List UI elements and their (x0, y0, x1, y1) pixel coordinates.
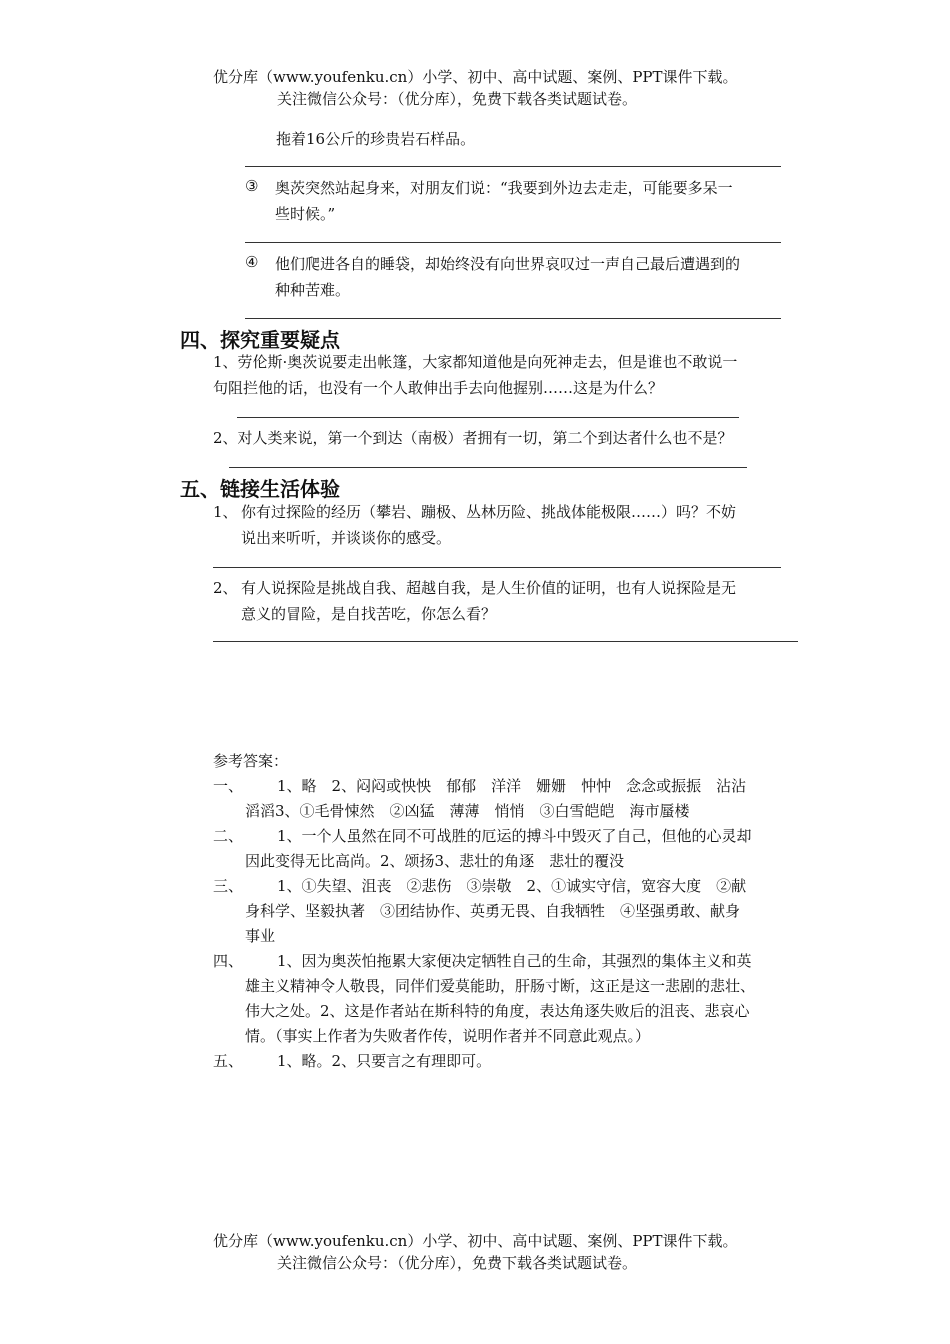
page-header-line1: 优分库（www.youfenku.cn）小学、初中、高中试题、案例、PPT课件下载。 (213, 68, 738, 86)
section-4-q2: 2、对人类来说，第一个到达（南极）者拥有一切，第二个到达者什么也不是？ (213, 429, 733, 447)
section-5-q1-line1: 你有过探险的经历（攀岩、蹦极、丛林历险、挑战体能极限……）吗？不妨 (241, 503, 737, 521)
answer-line[interactable] (213, 641, 798, 642)
answer-4-line3: 伟大之处。2、这是作者站在斯科特的角度，表达角逐失败后的沮丧、悲哀心 (245, 1002, 750, 1020)
section-5-q2-line1: 有人说探险是挑战自我、超越自我，是人生价值的证明，也有人说探险是无 (241, 579, 737, 597)
answer-1-line2: 滔滔3、①毛骨悚然 ②凶猛 薄薄 悄悄 ③白雪皑皑 海市蜃楼 (245, 802, 690, 820)
item-4-text-line2: 种种苦难。 (275, 281, 351, 299)
answer-3-line3: 事业 (245, 927, 276, 945)
item-3-number: ③ (245, 177, 259, 195)
section-5-q2-line2: 意义的冒险，是自找苦吃，你怎么看？ (241, 605, 497, 623)
answer-3-line1: 1、①失望、沮丧 ②悲伤 ③崇敬 2、①诚实守信，宽容大度 ②献 (277, 877, 747, 895)
answer-5-line1: 1、略。2、只要言之有理即可。 (277, 1052, 492, 1070)
answer-line[interactable] (229, 467, 747, 468)
answer-5-number: 五、 (213, 1052, 244, 1070)
item-4-text-line1: 他们爬进各自的睡袋，却始终没有向世界哀叹过一声自己最后遭遇到的 (275, 255, 741, 273)
page-footer-line1: 优分库（www.youfenku.cn）小学、初中、高中试题、案例、PPT课件下载。 (213, 1232, 738, 1250)
answer-1-number: 一、 (213, 777, 244, 795)
answer-2-line2: 因此变得无比高尚。2、颂扬3、悲壮的角逐 悲壮的覆没 (245, 852, 625, 870)
answer-3-number: 三、 (213, 877, 244, 895)
section-4-title: 四、探究重要疑点 (180, 328, 340, 352)
page-header-line2: 关注微信公众号：（优分库），免费下载各类试题试卷。 (277, 90, 638, 108)
answer-4-number: 四、 (213, 952, 244, 970)
answer-4-line4: 情。（事实上作者为失败者作传，说明作者并不同意此观点。） (245, 1027, 651, 1045)
item-3-text-line1: 奥茨突然站起身来，对朋友们说：“我要到外边去走走，可能要多呆一 (275, 179, 733, 197)
answer-1-line1: 1、略 2、闷闷或怏怏 郁郁 洋洋 姗姗 忡忡 念念或振振 沾沾 (277, 777, 747, 795)
page-footer-line2: 关注微信公众号：（优分库），免费下载各类试题试卷。 (277, 1254, 638, 1272)
section-4-q1-line1: 1、劳伦斯·奥茨说要走出帐篷，大家都知道他是向死神走去，但是谁也不敢说一 (213, 353, 738, 371)
answer-line[interactable] (245, 242, 781, 243)
answer-line[interactable] (245, 318, 781, 319)
answer-4-line1: 1、因为奥茨怕拖累大家便决定牺牲自己的生命，其强烈的集体主义和英 (277, 952, 752, 970)
section-4-q1-line2: 句阻拦他的话，也没有一个人敢伸出手去向他握别……这是为什么？ (213, 379, 664, 397)
answer-4-line2: 雄主义精神令人敬畏，同伴们爱莫能助，肝肠寸断，这正是这一悲剧的悲壮、 (245, 977, 756, 995)
answer-3-line2: 身科学、坚毅执著 ③团结协作、英勇无畏、自我牺牲 ④坚强勇敢、献身 (245, 902, 741, 920)
answer-2-line1: 1、一个人虽然在同不可战胜的厄运的搏斗中毁灭了自己，但他的心灵却 (277, 827, 752, 845)
section-5-q2-number: 2、 (213, 579, 238, 597)
answer-line[interactable] (245, 166, 781, 167)
section-5-title: 五、链接生活体验 (180, 477, 340, 501)
answer-line[interactable] (213, 567, 781, 568)
section-5-q1-number: 1、 (213, 503, 238, 521)
answer-2-number: 二、 (213, 827, 244, 845)
answer-line[interactable] (237, 417, 739, 418)
item-3-text-line2: 些时候。” (275, 205, 336, 223)
continuation-text: 拖着16公斤的珍贵岩石样品。 (276, 130, 476, 148)
answers-title: 参考答案： (213, 752, 289, 770)
item-4-number: ④ (245, 253, 259, 271)
section-5-q1-line2: 说出来听听，并谈谈你的感受。 (241, 529, 452, 547)
